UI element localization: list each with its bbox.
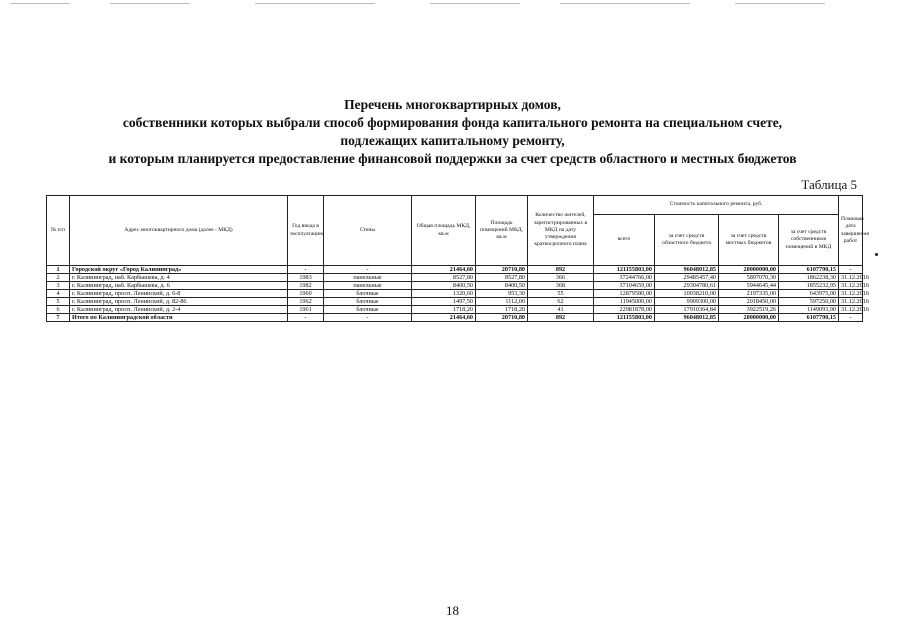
cell-cost-total: 37244766,00	[594, 274, 655, 282]
header-cost-regional: за счет средств областного бюджета	[655, 215, 719, 266]
cell-total-area: 1718,20	[412, 306, 476, 314]
header-cost-group: Стоимость капитального ремонта, руб.	[594, 196, 839, 215]
cell-total-area: 8527,80	[412, 274, 476, 282]
cell-year: 1962	[288, 298, 324, 306]
table-row	[47, 306, 863, 314]
cell-residents: 368	[528, 282, 594, 290]
cell-walls: блочные	[324, 290, 412, 298]
title-line-1: Перечень многоквартирных домов,	[344, 97, 561, 112]
cell-cost-regional: 29485457,40	[655, 274, 719, 282]
cell-cost-total: 37104659,00	[594, 282, 655, 290]
title-line-2: собственники которых выбрали способ формирования фонда капитального ремонта на специальном счете,	[122, 115, 783, 130]
header-num: № п/п	[47, 196, 70, 266]
cell-cost-total: 22981878,00	[594, 306, 655, 314]
cell-cost-total: 12879580,00	[594, 290, 655, 298]
cell-cost-local: 5897070,30	[719, 274, 779, 282]
cell-year: 1982	[288, 282, 324, 290]
table-row	[47, 298, 863, 306]
header-address: Адрес многоквартирного дома (далее - МКД)	[70, 196, 288, 266]
cell-address: г. Калининград, просп. Ленинский, д. 6-8	[70, 290, 288, 298]
cell-walls: панельные	[324, 282, 412, 290]
cell-premises-area: 1718,20	[476, 306, 528, 314]
cell-residents: 366	[528, 274, 594, 282]
cell-end-date: -	[839, 314, 863, 322]
cell-premises-area: 1112,00	[476, 298, 528, 306]
cell-residents: 62	[528, 298, 594, 306]
scan-top-edge	[0, 0, 905, 8]
cell-num: 1	[47, 266, 70, 274]
cell-cost-total: 11945000,00	[594, 298, 655, 306]
cell-cost-owners: 1855232,95	[779, 282, 839, 290]
cell-num: 7	[47, 314, 70, 322]
cell-residents: 55	[528, 290, 594, 298]
cell-end-date: 31.12.2016	[839, 282, 863, 290]
cell-end-date: 31.12.2016	[839, 290, 863, 298]
header-residents: Количество жителей, зарегистрированных в МКД на дату утверждения краткосрочного плана	[528, 196, 594, 266]
cell-address: г. Калининград, просп. Ленинский, д. 82-86	[70, 298, 288, 306]
header-walls: Стены	[324, 196, 412, 266]
cell-year: -	[288, 314, 324, 322]
cell-address: г. Калининград, наб. Карбышева, д. 6	[70, 282, 288, 290]
table-body	[47, 266, 869, 322]
cell-walls: -	[324, 266, 412, 274]
cell-walls: панельные	[324, 274, 412, 282]
cell-cost-owners: 1149093,90	[779, 306, 839, 314]
cell-walls: -	[324, 314, 412, 322]
cell-cost-total: 121155803,00	[594, 266, 655, 274]
table-label: Таблица 5	[801, 177, 857, 192]
table-row	[47, 282, 863, 290]
cell-address: г. Калининград, просп. Ленинский, д. 2-4	[70, 306, 288, 314]
header-premises-area: Площадь помещений МКД, кв.м	[476, 196, 528, 266]
cell-cost-owners: 1862238,30	[779, 274, 839, 282]
cell-total-area: 21464,60	[412, 266, 476, 274]
cell-premises-area: 953,30	[476, 290, 528, 298]
cell-cost-local: 2018450,00	[719, 298, 779, 306]
cell-year: 1983	[288, 274, 324, 282]
cell-premises-area: 20710,80	[476, 266, 528, 274]
cell-cost-owners: 6107790,15	[779, 266, 839, 274]
cell-cost-regional: 29304780,61	[655, 282, 719, 290]
cell-cost-local: 20000000,00	[719, 314, 779, 322]
cell-end-date: -	[839, 266, 863, 274]
cell-total-area: 1497,50	[412, 298, 476, 306]
header-end-date: Плановая дата завершения работ	[839, 196, 863, 266]
cell-num: 5	[47, 298, 70, 306]
cell-cost-local: 3922519,26	[719, 306, 779, 314]
cell-cost-local: 2197335,00	[719, 290, 779, 298]
cell-premises-area: 8527,80	[476, 274, 528, 282]
cell-residents: 892	[528, 314, 594, 322]
cell-walls: блочные	[324, 306, 412, 314]
cell-residents: 41	[528, 306, 594, 314]
table-row	[47, 266, 863, 274]
title-line-4: и которым планируется предоставление финансовой поддержки за счет средств областного и местных бюджетов	[108, 151, 797, 166]
houses-table	[46, 195, 869, 322]
cell-residents: 892	[528, 266, 594, 274]
cell-cost-owners: 643975,00	[779, 290, 839, 298]
cell-cost-regional: 96048012,85	[655, 266, 719, 274]
cell-cost-regional: 10038210,00	[655, 290, 719, 298]
cell-end-date: 31.12.2016	[839, 306, 863, 314]
header-year: Год ввода в эксплуатацию	[288, 196, 324, 266]
cell-cost-owners: 597250,00	[779, 298, 839, 306]
cell-num: 3	[47, 282, 70, 290]
table-row	[47, 290, 863, 298]
document-title	[0, 96, 905, 168]
cell-cost-owners: 6107790,15	[779, 314, 839, 322]
header-total-area: Общая площадь МКД, кв.м	[412, 196, 476, 266]
cell-address: Городской округ «Город Калининград»	[70, 266, 288, 274]
cell-end-date: 31.12.2016	[839, 298, 863, 306]
cell-year: -	[288, 266, 324, 274]
cell-cost-local: 20000000,00	[719, 266, 779, 274]
header-cost-total: всего	[594, 215, 655, 266]
cell-total-area: 8400,50	[412, 282, 476, 290]
cell-year: 1960	[288, 290, 324, 298]
cell-cost-total: 121155803,00	[594, 314, 655, 322]
cell-cost-regional: 17910364,84	[655, 306, 719, 314]
cell-cost-regional: 9909300,00	[655, 298, 719, 306]
cell-cost-regional: 96048012,85	[655, 314, 719, 322]
cell-num: 6	[47, 306, 70, 314]
cell-premises-area: 8400,50	[476, 282, 528, 290]
cell-num: 2	[47, 274, 70, 282]
cell-num: 4	[47, 290, 70, 298]
cell-cost-local: 5944645,44	[719, 282, 779, 290]
cell-year: 1961	[288, 306, 324, 314]
page-number: 18	[446, 603, 459, 618]
cell-total-area: 1320,60	[412, 290, 476, 298]
scan-speck	[875, 253, 878, 256]
header-cost-local: за счет средств местных бюджетов	[719, 215, 779, 266]
cell-total-area: 21464,60	[412, 314, 476, 322]
title-line-3: подлежащих капитальному ремонту,	[340, 133, 565, 148]
table-row	[47, 314, 863, 322]
cell-walls: блочные	[324, 298, 412, 306]
cell-premises-area: 20710,80	[476, 314, 528, 322]
header-cost-owners: за счет средств собственников помещений в МКД	[779, 215, 839, 266]
cell-address: г. Калининград, наб. Карбышева, д. 4	[70, 274, 288, 282]
table-row	[47, 274, 863, 282]
cell-address: Итого по Калининградской области	[70, 314, 288, 322]
cell-end-date: 31.12.2016	[839, 274, 863, 282]
